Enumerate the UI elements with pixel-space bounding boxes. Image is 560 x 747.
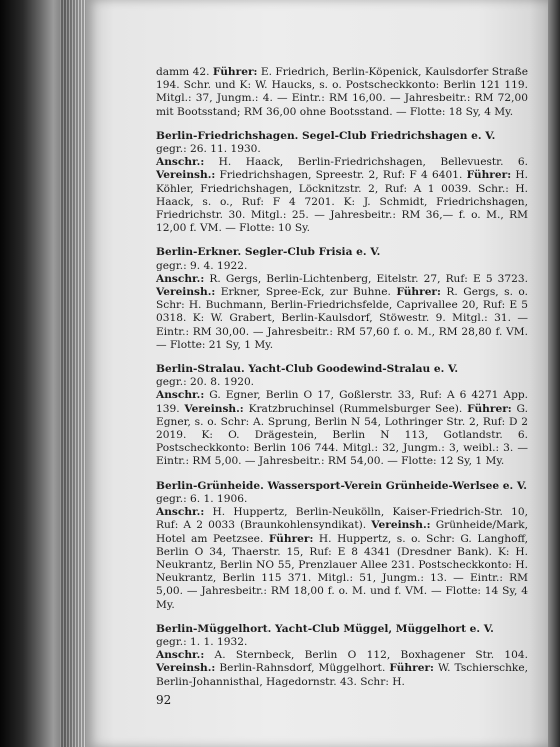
field-text: R. Gergs, Berlin-Lichtenberg, Eitelstr. 27, Ruf: E 5 3723. [204,272,528,285]
field-label: Führer: [467,402,512,415]
club-entry [156,480,528,612]
field-label: Vereinsh.: [156,286,216,299]
field-text: H. Köhler, Friedrichshagen, Löcknitzstr. 2, Ruf: A 1 0039. Schr.: H. Haack, s. o., Ruf: F 4 7201. K: J. Schmidt, Friedrichshagen, Friedrichstr. 30. Mitgl.: 25. — Jahresbeitr.: RM 36,— f. o. M., RM 12,00 f. VM. — Flotte: 10 Sy. [156,169,528,235]
entry-body [156,493,528,612]
field-text: gegr.: 9. 4. 1922. [156,259,248,272]
field-text: H. Huppertz, Berlin-Neukölln, Kaiser-Friedrich-Str. 10, Ruf: A 2 0033 (Braunkohlensyndikat). [156,506,528,532]
field-text: G. Egner, s. o. Schr: A. Sprung, Berlin N 54, Lothringer Str. 2, Ruf: D 2 2019. K: O. Drägestein, Berlin N 113, Gotlandstr. 6. Postscheckkonto: Berlin 106 744. Mitgl.: 32, Jungm.: 3, weibl.: 3. — Eintr.: RM 5,00. — Jahresbeitr.: RM 54,00. — Flotte: 12 Sy, 1 My. [156,402,528,468]
right-page-edge [548,0,560,747]
field-text: Berlin-Rahnsdorf, Müggelhort. [215,662,390,675]
club-entry [156,363,528,469]
club-heading: Berlin-Stralau. Yacht-Club Goodewind-Stralau e. V. [156,363,459,376]
club-heading: Berlin-Friedrichshagen. Segel-Club Friedrichshagen e. V. [156,129,496,142]
field-text: R. Gergs, s. o. Schr: H. Buchmann, Berlin-Friedrichsfelde, Caprivallee 20, Ruf: E 5 0318. K: W. Grabert, Berlin-Kaulsdorf, Stöwestr. 9. Mitgl.: 31. — Eintr.: RM 30,00. — Jahresbeitr.: RM 57,60 f. o. M., RM 28,80 f. VM. — Flotte: 21 Sy, 1 My. [156,286,528,351]
field-text: Kratzbruchinsel (Rummelsburger See). [243,402,468,415]
field-text: Friedrichshagen, Spreestr. 2, Ruf: F 4 6401. [215,169,467,182]
field-text: Grünheide/Mark, Hotel am Peetzsee. [156,519,528,545]
field-label: Führer: [389,662,434,675]
field-label: Vereinsh.: [156,662,216,675]
club-entry [156,246,528,352]
field-text: A. Sternbeck, Berlin O 112, Boxhagener Str. 104. [204,649,528,662]
page-text [156,66,528,700]
entry-body [156,66,528,119]
field-label: Anschr.: [156,156,205,169]
field-text: gegr.: 1. 1. 1932. [156,635,248,648]
entry-body [156,636,528,689]
field-label: Anschr.: [156,389,205,402]
field-label: Vereinsh.: [184,402,244,415]
field-text: E. Friedrich, Berlin-Köpenick, Kaulsdorfer Straße 194. Schr. und K: W. Haucks, s. o. Postscheckkonto: Berlin 121 119. Mitgl.: 37, Jungm.: 4. — Eintr.: RM 16,00. — Jahresbeitr.: RM 72,00 mit Bootsstand; RM 36,00 ohne Bootsstand. — Flotte: 18 Sy, 4 My. [156,66,528,118]
field-text: G. Egner, Berlin O 17, Goßlerstr. 33, Ruf: A 6 4271 App. 139. [156,389,528,415]
club-entry [156,130,528,236]
entry-body [156,376,528,468]
field-label: Anschr.: [156,649,205,662]
page-number: 92 [156,693,172,707]
field-text: gegr.: 20. 8. 1920. [156,376,255,389]
entry-body [156,260,528,352]
field-label: Anschr.: [156,506,205,519]
club-heading: Berlin-Erkner. Segler-Club Frisia e. V. [156,246,381,259]
field-label: Führer: [212,66,258,78]
field-text: gegr.: 26. 11. 1930. [156,143,261,156]
field-label: Vereinsh.: [156,169,216,182]
field-text: gegr.: 6. 1. 1906. [156,492,248,505]
club-entries [156,130,528,689]
field-label: Führer: [466,169,512,182]
field-label: Vereinsh.: [371,519,431,532]
club-entry [156,623,528,689]
field-label: Führer: [396,286,441,299]
field-text: H. Huppertz, s. o. Schr: G. Langhoff, Berlin O 34, Thaerstr. 15, Ruf: E 8 4341 (Dresdner Bank). K: H. Neukrantz, Berlin NO 55, Prenzlauer Allee 231. Postscheckkonto: H. Neukrantz, Berlin 115 371. Mitgl.: 51, Jungm.: 13. — Eintr.: RM 5,00. — Jahresbeitr.: RM 18,00 f. o. M. und f. VM. — Flotte: 14 Sy, 4 My. [156,532,528,611]
club-heading: Berlin-Grünheide. Wassersport-Verein Grünheide-Werlsee e. V. [156,479,527,492]
continuation-entry [156,66,528,119]
entry-body [156,143,528,235]
club-heading: Berlin-Müggelhort. Yacht-Club Müggel, Müggelhort e. V. [156,622,494,635]
field-label: Führer: [268,532,314,545]
field-text: W. Tschierschke, Berlin-Johannisthal, Hagedornstr. 43. Schr: H. [156,662,528,688]
field-label: Anschr.: [156,272,205,285]
field-text: H. Haack, Berlin-Friedrichshagen, Bellevuestr. 6. [204,156,528,169]
field-text: Erkner, Spree-Eck, zur Buhne. [215,286,397,299]
field-text: damm 42. [156,66,213,78]
